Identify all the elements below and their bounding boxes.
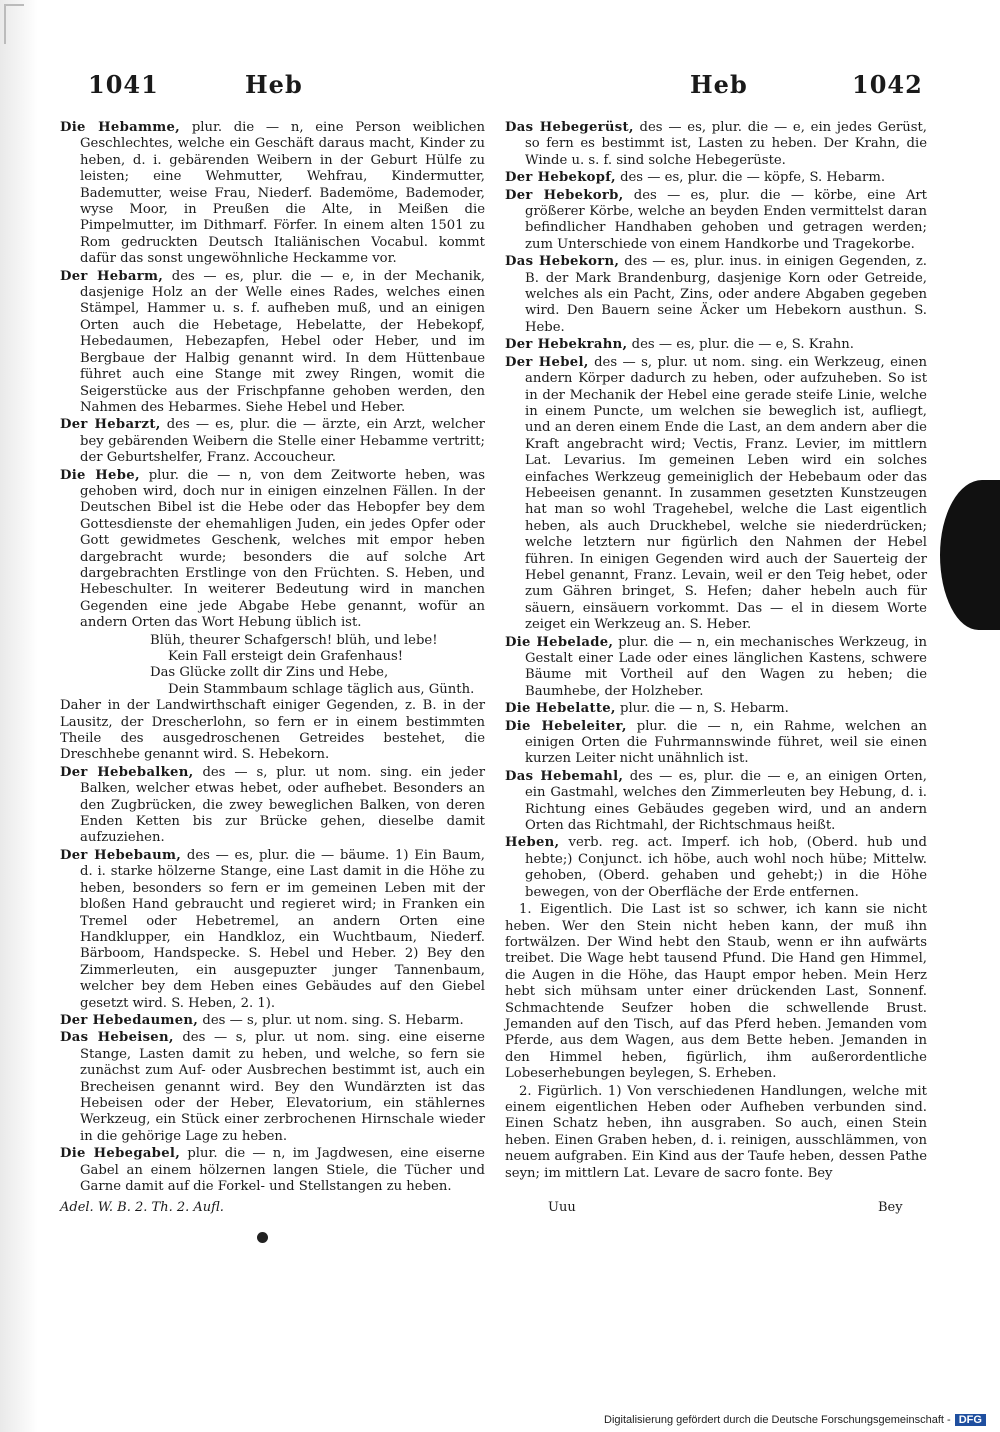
lemma: Der Hebedaumen, — [60, 1012, 199, 1028]
entry-hebeleiter — [505, 719, 927, 768]
definition: 1. Eigentlich. Die Last ist so schwer, ich kann sie nicht heben. Wer den Stein nicht heben kann, der muß ihn fortwälzen. Der Wind hebt den Staub, wenn er ihn aufwärts treibet. Die Wage hebt tausend Pfund. Die Hand gen Himmel, die Augen in die Höhe, das Haupt empor heben. Mein Herz hebt sich mühsam unter einer drückenden Last, Sonnenf. Schmachtende Seufzer hoben die schwellende Brust. Jemanden auf den Tisch, auf das Pferd heben. Jemanden vom Pferde, aus dem Wagen, aus dem Bette heben. Jemanden in den Himmel heben, figürlich, ihm außerordentliche Lobeserhebungen beylegen, S. Erheben. — [505, 902, 927, 1082]
entry-hebebalken — [60, 765, 485, 847]
entry-hebe-continued — [60, 698, 485, 764]
entry-hebarm — [60, 269, 485, 417]
definition: des — es, plur. die — köpfe, S. Hebarm. — [620, 170, 886, 186]
definition: plur. die — n, ein mechanisches Werkzeug, in Gestalt einer Lade oder eines länglichen Kastens, schwere Bäume mit Vortheil auf den Wagen zu heben; die Baumhebe, der Holzheber. — [525, 634, 927, 699]
running-head-left: Heb — [245, 70, 303, 99]
page-header — [0, 70, 1000, 110]
page-number-left: 1041 — [88, 70, 159, 99]
ink-dot — [257, 1232, 268, 1243]
definition: plur. die — n, von dem Zeitworte heben, was gehoben wird, doch nur in einigen einzelnen Fällen. In der Deutschen Bibel ist die Hebe oder das Hebopfer bey dem Gottesdienste der ehemahligen Juden, ein jedes Opfer oder Gott gewidmetes Geschenk, welches mit empor heben dargebracht wurde; besonders die auf solche Art dargebrachten Erstlinge von den Früchten. S. Heben, und Hebeschulter. In weiterer Bedeutung wird in manchen Gegenden eine jede Abgabe Hebe genannt, wofür an andern Orten das Wort Hebung üblich ist. — [80, 467, 485, 631]
verse-line: Blüh, theurer Schafgersch! blüh, und lebe! — [150, 632, 438, 648]
lemma: Der Hebebalken, — [60, 764, 194, 780]
definition: Daher in der Landwirthschaft einiger Gegenden, z. B. in der Lausitz, der Drescherlohn, so fern er in einem bestimmten Theile des ausgedroschenen Getreides bestehet, die Dreschhebe genannt wird. S. Hebekorn. — [60, 698, 485, 763]
definition: des — es, plur. die — e, an einigen Orten, ein Gastmahl, welches den Zimmerleuten bey Hebung, d. i. Richtung eines Gebäudes gegeben wird, und an andern Orten das Richtmahl, der Richtschmaus heißt. — [525, 768, 927, 834]
lemma: Das Hebeisen, — [60, 1030, 174, 1046]
definition: des — es, plur. die — ärzte, ein Arzt, welcher bey gebärenden Weibern die Stelle einer Hebamme vertritt; der Geburtshelfer, Franz. Accoucheur. — [80, 417, 485, 466]
lemma: Der Hebekrahn, — [505, 337, 628, 353]
digitization-footer — [604, 1414, 986, 1426]
entry-hebelatte — [505, 701, 927, 717]
definition: plur. die — n, S. Hebarm. — [620, 701, 789, 717]
entry-hebegeruest — [505, 120, 927, 169]
entry-heben-sense-2 — [505, 1084, 927, 1182]
lemma: Das Hebegerüst, — [505, 120, 634, 135]
entry-hebekrahn — [505, 337, 927, 353]
definition: plur. die — n, im Jagdwesen, eine eiserne Gabel an einem hölzernen langen Stiele, die Tücher und Garne damit auf die Forkel- und Stellstangen zu heben. — [80, 1146, 485, 1194]
lemma: Das Hebemahl, — [505, 768, 624, 784]
entry-hebelade — [505, 635, 927, 701]
page-edge-shadow — [0, 0, 38, 1432]
lemma: Die Hebegabel, — [60, 1146, 181, 1162]
verse-line: Dein Stammbaum schlage täglich aus, Günth. — [168, 681, 475, 697]
definition: 2. Figürlich. 1) Von verschiedenen Handlungen, welche mit einem eigentlichen Heben oder Aufheben verbunden sind. Einen Schatz heben, ihn ausgraben. So auch, einen Stein heben. Einen Graben heben, d. i. reinigen, ausschlämmen, von neuem aufgraben. Ein Kind aus der Taufe heben, dessen Pathe seyn; im mittlern Lat. Levare de sacro fonte. Bey — [505, 1083, 927, 1181]
definition: plur. die — n, ein Rahme, welchen an einigen Orten die Fuhrmannswinde führet, weil sie einen kurzen Leiter nicht unähnlich ist. — [525, 718, 928, 767]
lemma: Die Hebe, — [60, 467, 140, 483]
entry-hebel — [505, 355, 927, 634]
entry-hebeisen — [60, 1030, 485, 1145]
scan-corner-mark — [4, 4, 24, 44]
signature-mark: Uuu — [548, 1200, 576, 1215]
definition: des — s, plur. ut nom. sing. ein jeder Balken, welcher etwas hebet, oder aufhebet. Besonders an den Zugbrücken, die zwey beweglichen Balken, von deren Enden Ketten bis zur Brücke gehen, dieselbe damit aufzuziehen. — [80, 764, 486, 846]
verse-quote — [60, 633, 485, 699]
lemma: Heben, — [505, 835, 560, 851]
entry-hebekorb — [505, 188, 927, 254]
lemma: Der Hebarm, — [60, 268, 164, 284]
entry-hebedaumen — [60, 1013, 485, 1029]
verse-line: Das Glücke zollt dir Zins und Hebe, — [150, 665, 389, 681]
entry-hebamme — [60, 120, 485, 268]
definition: des — s, plur. ut nom. sing. ein Werkzeug, einen andern Körper dadurch zu heben, oder aufzuheben. So ist in der Mechanik der Hebel eine gerade steife Linie, welche in einem Puncte, um welchen sie beweglich ist, aufliegt, und an deren einem Ende die Last, an dem andern aber die Kraft angebracht wird; Vectis, Franz. Levier, im mittlern Lat. Levarius. Im gemeinen Leben wird ein solches einfaches Werkzeug gemeiniglich der Hebebaum oder das Hebeeisen genannt. In zusammen gesetzten Kunstzeugen hat man so wohl Tragehebel, welche die Last eigentlich heben, als auch Druckhebel, welche sie niederdrücken; welche letztern nur figürlich den Nahmen der Hebel führen. In einigen Gegenden wird auch der Sauerteig der Hebel genannt, Franz. Levain, weil er den Teig hebet, oder zum Gähren bringet, S. Hefen; daher hebeln auch für säuern, einsäuern vorkommt. Das — el in diesem Worte zeiget ein Werkzeug an. S. Heber. — [525, 354, 927, 633]
entry-hebekorn — [505, 254, 927, 336]
lemma: Der Hebarzt, — [60, 417, 161, 433]
entry-hebegabel — [60, 1146, 485, 1195]
entry-hebemahl — [505, 769, 927, 835]
verse-line: Kein Fall ersteigt dein Grafenhaus! — [168, 649, 404, 664]
entry-hebe — [60, 468, 485, 632]
ink-blot — [940, 480, 1000, 630]
lemma: Die Hebelade, — [505, 634, 614, 650]
print-signature: Adel. W. B. 2. Th. 2. Aufl. — [60, 1200, 224, 1215]
running-head-right: Heb — [690, 70, 748, 99]
definition: plur. die — n, eine Person weiblichen Geschlechtes, welche ein Geschäft daraus macht, Kinder zu heben, d. i. gebärenden Weibern in der Geburt Hülfe zu leisten; eine Wehmutter, Wehfrau, Kindermutter, Bademutter, weise Frau, Niederf. Bademöme, Bademoder, wyse Moor, in Preußen die Alte, in Meißen die Pimpelmutter, im Dithmarf. Förfer. In einem alten 1501 zu Rom gedruckten Deutsch Italiänischen Vocabul. kommt dafür das sonst ungewöhnliche Heckamme vor. — [80, 120, 485, 267]
entry-heben-sense-1 — [505, 902, 927, 1082]
definition: des — es, plur. inus. in einigen Gegenden, z. B. der Mark Brandenburg, dasjenige Korn oder Getreide, welches als ein Pacht, Zins, oder andere Abgaben gegeben wird. Den Bauern seine Äcker um Hebekorn austhun. S. Hebe. — [525, 254, 927, 335]
definition: des — s, plur. ut nom. sing. S. Hebarm. — [202, 1012, 464, 1028]
entry-hebekopf — [505, 170, 927, 186]
definition: verb. reg. act. Imperf. ich hob, (Oberd. hub und hebte;) Conjunct. ich höbe, auch wohl noch hübe; Mittelw. gehoben, (Oberd. gehaben und gehebt;) in die Höhe bewegen, von der Oberfläche der Erde entfernen. — [525, 835, 927, 900]
right-column — [505, 120, 927, 1183]
lemma: Der Hebekorb, — [505, 187, 624, 203]
lemma: Das Hebekorn, — [505, 254, 620, 270]
lemma: Die Hebeleiter, — [505, 718, 627, 734]
definition: des — es, plur. die — e, ein jedes Gerüst, so fern es bestimmt ist, Lasten zu heben. Der Krahn, die Winde u. s. f. sind solche Hebegerüste. — [525, 120, 927, 168]
lemma: Der Hebekopf, — [505, 170, 616, 186]
entry-hebarzt — [60, 417, 485, 466]
catchword: Bey — [878, 1200, 903, 1215]
definition: des — es, plur. die — bäume. 1) Ein Baum, d. i. starke hölzerne Stange, eine Last damit in die Höhe zu heben, besonders so fern er im gemeinen Leben mit der bloßen Hand gebraucht und regieret wird; in Franken ein Tremel oder Hebetremel, an andern Orten eine Handklupper, ein Handkloz, ein Wuchtbaum, Niederf. Bärboom, Handspecke. S. Hebel und Heber. 2) Bey den Zimmerleuten, ein ausgepuzter junger Tannenbaum, welcher bey dem Heben eines Gebäudes auf den Giebel gesetzt wird. S. Heben, 2. 1). — [80, 847, 485, 1011]
definition: des — es, plur. die — e, in der Mechanik, dasjenige Holz an der Welle eines Rades, welches einen Stämpel, Hammer u. s. f. aufheben muß, und an einigen Orten auch die Hebetage, Hebelatte, der Hebekopf, Hebedaumen, Hebezapfen, Hebel oder Heber, und im Bergbaue der Halbig genannt wird. In dem Hüttenbaue führet auch eine Stange mit zwey Ringen, womit die Seigerstücke aus der Frischpfanne gehoben werden, den Nahmen des Hebarmes. Siehe Hebel und Heber. — [80, 268, 485, 415]
left-column — [60, 120, 485, 1196]
definition: des — es, plur. die — e, S. Krahn. — [631, 337, 854, 353]
entry-heben — [505, 835, 927, 901]
page-number-right: 1042 — [852, 70, 923, 99]
lemma: Der Hebebaum, — [60, 847, 182, 863]
lemma: Der Hebel, — [505, 354, 589, 370]
dfg-logo: DFG — [955, 1414, 986, 1426]
lemma: Die Hebelatte, — [505, 701, 616, 717]
definition: des — es, plur. die — körbe, eine Art größerer Körbe, welche an beyden Enden vermittelst daran befindlicher Handhaben gehoben und getragen werden; zum Unterschiede von einem Handkorbe und Tragekorbe. — [525, 187, 927, 252]
footer-text: Digitalisierung gefördert durch die Deutsche Forschungsgemeinschaft - — [604, 1414, 951, 1426]
lemma: Die Hebamme, — [60, 120, 181, 135]
definition: des — s, plur. ut nom. sing. eine eiserne Stange, Lasten damit zu heben, und welche, so fern sie zunächst zum Auf- oder Ausbrechen bestimmt ist, auch ein Brecheisen genannt wird. Bey den Wundärzten ist das Hebeisen oder der Heber, Elevatorium, ein stählernes Werkzeug, ein Stück einer zerbrochenen Hirnschale wieder in die gehörige Lage zu heben. — [80, 1030, 485, 1144]
entry-hebebaum — [60, 848, 485, 1012]
